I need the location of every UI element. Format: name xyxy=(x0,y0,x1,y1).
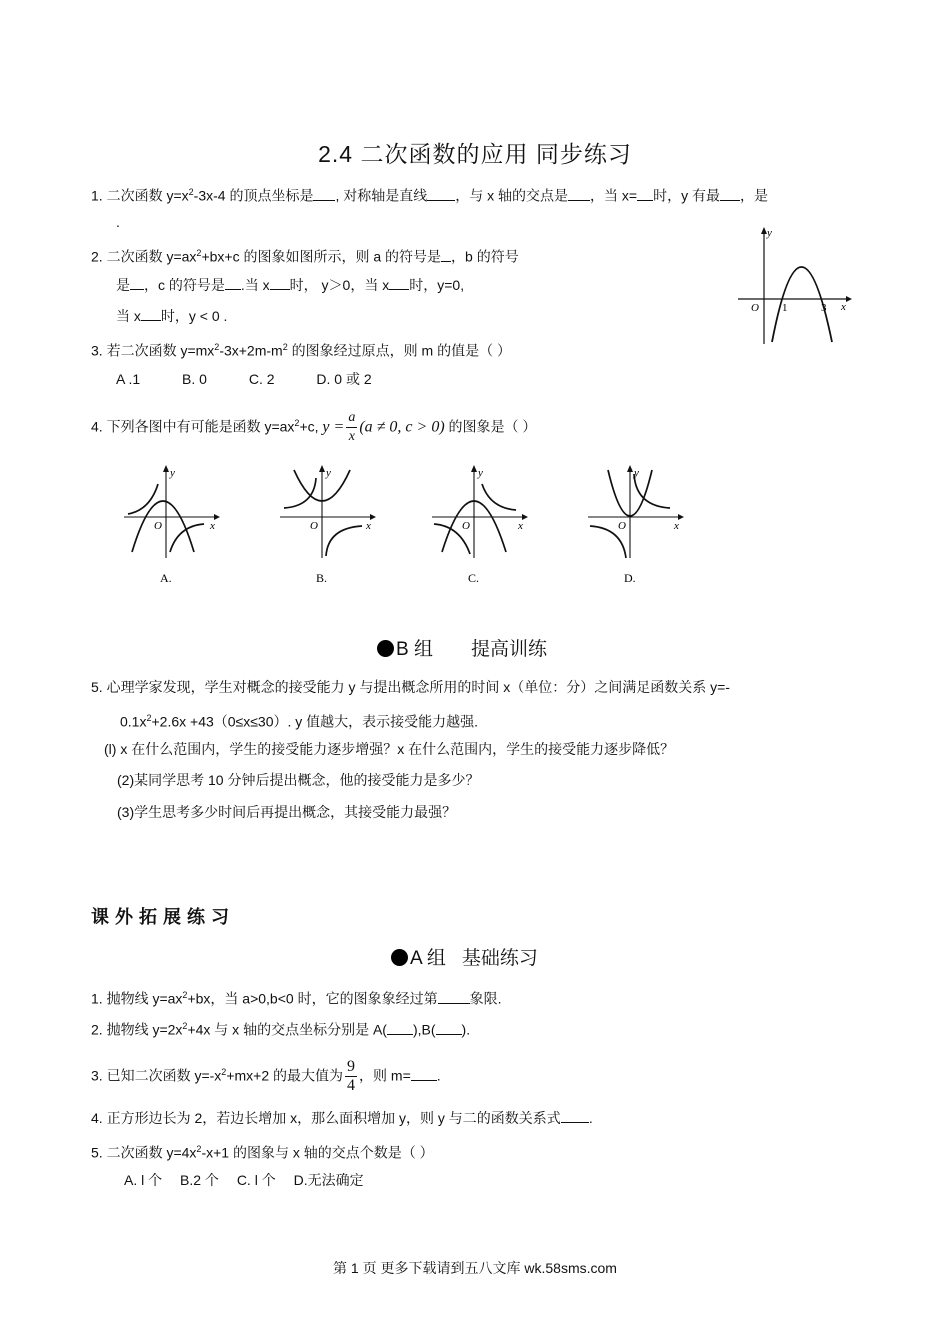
svg-text:y: y xyxy=(478,467,483,479)
question-2-line-3: 当 x 时，y < 0 . xyxy=(116,308,228,324)
svg-text:x: x xyxy=(366,520,371,532)
question-1-cont: . xyxy=(116,214,120,230)
bullet-icon xyxy=(391,949,408,966)
svg-text:O: O xyxy=(618,520,626,532)
section-b-heading: B 组 提高训练 xyxy=(377,634,547,661)
hyperbola-branch xyxy=(128,484,158,514)
blank[interactable] xyxy=(561,1108,589,1123)
question-5-part-2: (2)某同学思考 10 分钟后提出概念，他的接受能力是多少？ xyxy=(117,772,480,788)
extension-question-5: 5. 二次函数 $y=4x^2-x+1$ 的图象与 x 轴的交点个数是（ ） xyxy=(91,1144,434,1161)
option-b[interactable]: B. 0 xyxy=(182,371,207,387)
page-title: 2.4 二次函数的应用 同步练习 xyxy=(318,141,632,167)
bullet-icon xyxy=(377,640,394,657)
question-1: 1. 二次函数 $y=x^2-3x-4$ 的顶点坐标是 , 对称轴是直线 ，与 x 轴的交点是 ，当 x= 时，y 有最 ，是 xyxy=(91,187,768,204)
svg-text:O: O xyxy=(154,520,162,532)
graph-label: C. xyxy=(468,571,480,585)
hyperbola-branch xyxy=(170,524,204,552)
blank[interactable] xyxy=(313,186,335,201)
blank[interactable] xyxy=(270,275,290,290)
fraction-9-over-4: $\frac{9}{4}$ xyxy=(347,1058,356,1095)
root-label-3: 3 xyxy=(821,302,827,314)
extension-title: 课外拓展练习 xyxy=(91,907,235,928)
svg-text:y: y xyxy=(634,467,639,479)
svg-text:x: x xyxy=(518,520,523,532)
blank[interactable] xyxy=(427,186,455,201)
svg-text:y: y xyxy=(170,467,175,479)
blank[interactable] xyxy=(441,247,451,262)
hyperbola-branch xyxy=(482,484,516,510)
extension-question-1: 1. 抛物线 $y=ax^2+bx$，当 a>0,b<0 时，它的图象象经过第 象限. xyxy=(91,990,502,1007)
option-a[interactable]: A. l 个 xyxy=(124,1172,163,1188)
extension-question-2: 2. 抛物线 $y=2x^2+4x$ 与 x 轴的交点坐标分别是 A( ),B( ). xyxy=(91,1021,471,1038)
hyperbola-branch xyxy=(634,474,670,508)
origin-label: O xyxy=(751,302,759,314)
svg-text:O: O xyxy=(310,520,318,532)
blank[interactable] xyxy=(389,275,409,290)
y-axis-label: y xyxy=(767,227,772,239)
question-2-line-2: 是 ，c 的符号是 .当 x 时， y＞0，当 x 时，y=0, xyxy=(116,277,465,293)
root-label-1: 1 xyxy=(782,302,788,314)
svg-text:x: x xyxy=(674,520,679,532)
option-c[interactable]: C. 2 xyxy=(248,371,275,387)
fraction-a-over-x: $\frac{a}{x}$ xyxy=(348,410,356,445)
option-a[interactable]: A .1 xyxy=(116,371,141,387)
graph-option-b[interactable] xyxy=(276,462,376,588)
blank[interactable] xyxy=(637,186,653,201)
extension-question-3: 3. 已知二次函数 $y=-x^2+mx+2$ 的最大值为 $\frac{9}{4}$ ，则 m= . xyxy=(91,1058,441,1095)
blank[interactable] xyxy=(387,1020,413,1035)
blank[interactable] xyxy=(130,275,144,290)
graph-option-d[interactable] xyxy=(584,462,684,588)
blank[interactable] xyxy=(411,1066,437,1081)
graph-label: B. xyxy=(316,571,328,585)
option-b[interactable]: B.2 个 xyxy=(180,1172,219,1188)
graph-label: D. xyxy=(624,571,636,585)
option-c[interactable]: C. l 个 xyxy=(236,1172,276,1188)
blank[interactable] xyxy=(436,1020,462,1035)
hyperbola-branch xyxy=(326,526,362,556)
graph-label: A. xyxy=(160,571,172,585)
graph-option-a[interactable] xyxy=(120,462,220,588)
question-2-line-1: 2. 二次函数 $y=ax^2+bx+c$ 的图象如图所示，则 a 的符号是 ，b 的符号 xyxy=(91,248,519,265)
svg-text:x: x xyxy=(210,520,215,532)
question-4: 4. 下列各图中有可能是函数 $y=ax^2+c$, y = $\frac{a}{x}$ (a ≠ 0, c > 0) 的图象是（ ） xyxy=(91,410,537,445)
question-2-graph xyxy=(734,224,852,348)
blank[interactable] xyxy=(438,989,470,1004)
graph-option-c[interactable] xyxy=(428,462,528,588)
question-3: 3. 若二次函数 $y=mx^2-3x+2m-m^2$ 的图象经过原点，则 m 的值是（ ） xyxy=(91,342,511,359)
question-5-part-3: (3)学生思考多少时间后再提出概念，其接受能力最强？ xyxy=(117,804,457,820)
blank[interactable] xyxy=(720,186,740,201)
x-axis-label: x xyxy=(841,301,846,313)
question-3-options xyxy=(116,369,372,389)
section-a-heading: A 组 基础练习 xyxy=(391,943,538,970)
option-d[interactable]: D.无法确定 xyxy=(293,1172,364,1188)
question-5-part-1: (l) x 在什么范围内，学生的接受能力逐步增强？x 在什么范围内，学生的接受能力逐步降低？ xyxy=(104,741,675,757)
page-footer: 第 1 页 更多下载请到五八文库 wk.58sms.com xyxy=(333,1260,617,1276)
extension-question-4: 4. 正方形边长为 2，若边长增加 x，那么面积增加 y，则 y 与二的函数关系式 . xyxy=(91,1110,593,1126)
svg-text:y: y xyxy=(326,467,331,479)
extension-question-5-options xyxy=(124,1170,364,1190)
option-d[interactable]: D. 0 或 2 xyxy=(316,371,372,387)
blank[interactable] xyxy=(568,186,590,201)
question-5-line-2: $0.1x^2+2.6x +43(0\le x\le 30)$. y 值越大，表示接受能力越强. xyxy=(120,713,479,730)
x-axis-arrow xyxy=(846,296,852,302)
question-5-line-1: 5. 心理学家发现，学生对概念的接受能力 y 与提出概念所用的时间 x（单位：分）之间满足函数关系 y=- xyxy=(91,679,730,695)
blank[interactable] xyxy=(225,275,241,290)
blank[interactable] xyxy=(141,306,161,321)
svg-text:O: O xyxy=(462,520,470,532)
